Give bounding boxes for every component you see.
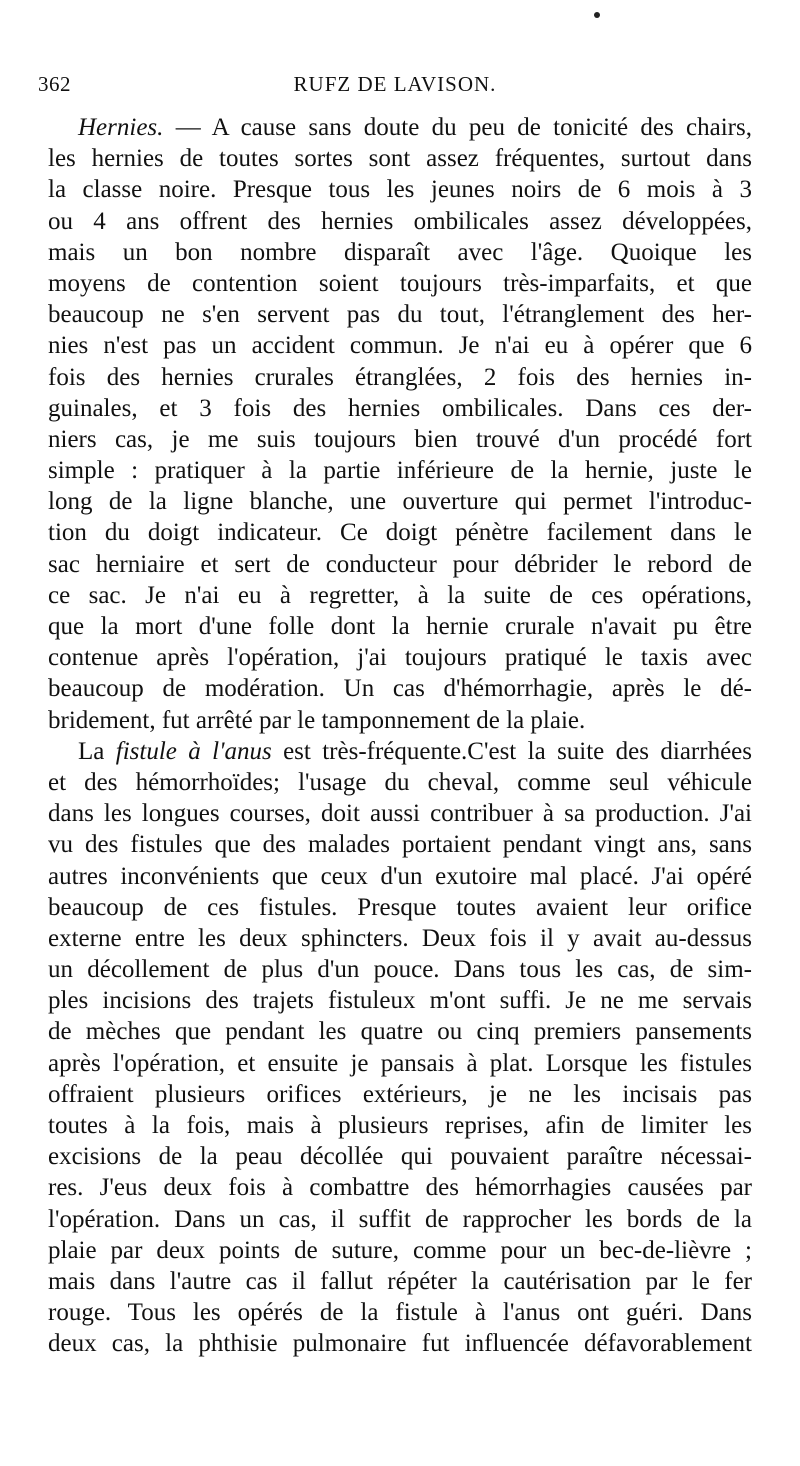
text-line: un décollement de plus d'un pouce. Dans tous les cas, de sim- bbox=[48, 956, 752, 984]
ink-speck bbox=[594, 12, 600, 18]
running-head: RUFZ DE LAVISON. bbox=[293, 72, 497, 96]
page-header bbox=[38, 72, 752, 102]
text-line: offraient plusieurs orifices extérieurs, je ne les incisais pas bbox=[48, 1080, 752, 1108]
section-heading-hernies: Hernies. bbox=[78, 114, 164, 141]
text-line: long de la ligne blanche, une ouverture qui permet l'introduc- bbox=[48, 488, 752, 516]
text-line: beaucoup ne s'en servent pas du tout, l'étranglement des her- bbox=[48, 301, 752, 329]
text-line: de mèches que pendant les quatre ou cinq premiers pansements bbox=[48, 1018, 752, 1046]
text-line: bridement, fut arrêté par le tamponnement de la plaie. bbox=[48, 706, 586, 734]
text-line: et des hémorrhoïdes; l'usage du cheval, comme seul véhicule bbox=[48, 768, 752, 796]
text-line: dans les longues courses, doit aussi contribuer à sa production. J'ai bbox=[48, 800, 752, 828]
page-number: 362 bbox=[38, 72, 71, 96]
text-line: que la mort d'une folle dont la hernie crurale n'avait pu être bbox=[48, 613, 752, 640]
text-line: excisions de la peau décollée qui pouvaient paraître nécessai- bbox=[48, 1143, 752, 1171]
text-line: La fistule à l'anus est très-fréquente.C'est la suite des diarrhées bbox=[78, 737, 752, 765]
text-line: nies n'est pas un accident commun. Je n'ai eu à opérer que 6 bbox=[48, 332, 752, 360]
text-line: vu des fistules que des malades portaient pendant vingt ans, sans bbox=[48, 831, 752, 859]
text-line: plaie par deux points de suture, comme pour un bec-de-lièvre ; bbox=[48, 1236, 752, 1264]
text-line: sac herniaire et sert de conducteur pour débrider le rebord de bbox=[48, 550, 752, 578]
text-line: ce sac. Je n'ai eu à regretter, à la suite de ces opérations, bbox=[48, 581, 752, 609]
text-line: ou 4 ans offrent des hernies ombilicales assez développées, bbox=[48, 207, 752, 235]
section-heading-fistule: fistule à l'anus bbox=[115, 737, 272, 765]
text-line: mais un bon nombre disparaît avec l'âge. Quoique les bbox=[48, 238, 752, 266]
text-line: beaucoup de ces fistules. Presque toutes avaient leur orifice bbox=[48, 893, 752, 921]
text-line: la classe noire. Presque tous les jeunes noirs de 6 mois à 3 bbox=[48, 176, 752, 204]
text-line: tion du doigt indicateur. Ce doigt pénètre facilement dans le bbox=[48, 519, 752, 547]
text-line: toutes à la fois, mais à plusieurs reprises, afin de limiter les bbox=[48, 1112, 752, 1139]
text-line: niers cas, je me suis toujours bien trouvé d'un procédé fort bbox=[48, 425, 752, 453]
text-line: res. J'eus deux fois à combattre des hémorrhagies causées par bbox=[48, 1174, 752, 1202]
text-line: ples incisions des trajets fistuleux m'ont suffi. Je ne me servais bbox=[48, 987, 752, 1015]
text-line: mais dans l'autre cas il fallut répéter la cautérisation par le fer bbox=[48, 1267, 752, 1295]
text-line: Hernies. — A cause sans doute du peu de tonicité des chairs, bbox=[78, 114, 752, 141]
body-text bbox=[48, 112, 752, 1360]
text-line: beaucoup de modération. Un cas d'hémorrhagie, après le dé- bbox=[48, 675, 752, 703]
text-line: moyens de contention soient toujours très-imparfaits, et que bbox=[48, 269, 752, 297]
text-line: rouge. Tous les opérés de la fistule à l'anus ont guéri. Dans bbox=[48, 1299, 752, 1327]
text-line: fois des hernies crurales étranglées, 2 fois des hernies in- bbox=[48, 363, 752, 391]
text-line: contenue après l'opération, j'ai toujours pratiqué le taxis avec bbox=[48, 644, 752, 672]
text-line: les hernies de toutes sortes sont assez fréquentes, surtout dans bbox=[48, 145, 752, 173]
text-line: deux cas, la phthisie pulmonaire fut influencée défavorablement bbox=[48, 1330, 752, 1358]
text-line: l'opération. Dans un cas, il suffit de rapprocher les bords de la bbox=[48, 1205, 752, 1233]
text-line: guinales, et 3 fois des hernies ombilicales. Dans ces der- bbox=[48, 394, 752, 422]
text-line: simple : pratiquer à la partie inférieure de la hernie, juste le bbox=[48, 457, 752, 485]
text-line: autres inconvénients que ceux d'un exutoire mal placé. J'ai opéré bbox=[48, 862, 752, 890]
text-line: externe entre les deux sphincters. Deux fois il y avait au-dessus bbox=[48, 924, 752, 952]
text-line: après l'opération, et ensuite je pansais à plat. Lorsque les fistules bbox=[48, 1049, 752, 1077]
